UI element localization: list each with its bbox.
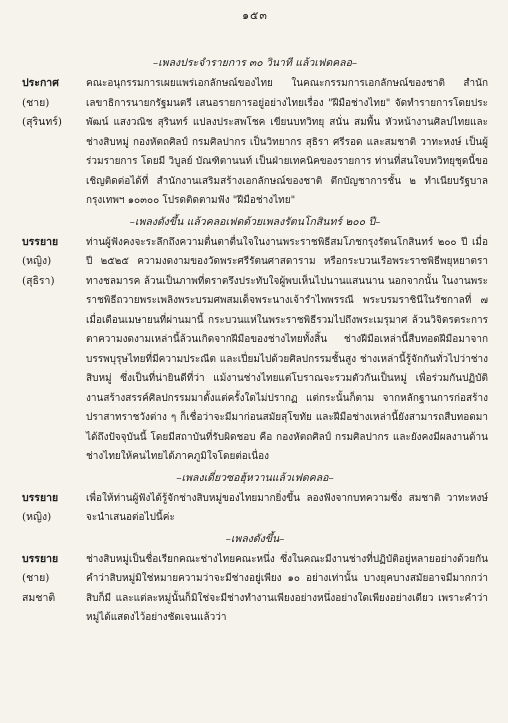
music-cue: –เพลงเดี่ยวซอฮุ้หวานแล้วเฟดคลอ– <box>176 471 334 484</box>
speaker-label <box>22 489 86 528</box>
paragraph: ท่านผู้ฟังคงจะระลึกถึงความตื่นตาตื่นใจในงานพระราชพิธีสมโภชกรุงรัตนโกสินทร์ ๒๐๐ ปี เมื่อปี ๒๕๒๕ ความงดงามของวัดพระศรีรัตนศาสดาราม หรือกระบวนเรือพระราชพิธีพยุหยาตราทางชลมารค ล้วนเป็นภาพที่ตราตรึงประทับใจผู้พบเห็นไปนานแสนนาน นอกจากนั้น ในงานพระราชพิธีถวายพระเพลิงพระบรมศพสมเด็จพระนางเจ้ารำไพพรรณี พระบรมราชินีในรัชกาลที่ ๗ เมื่อเดือนเมษายนที่ผ่านมานี้ กระบวนแห่ในพระราชพิธีรวมไปถึงพระเมรุมาศ ล้วนวิจิตรตระการตาความงดงามเหล่านี้ล้วนเกิดจากฝีมือของช่างไทยทั้งสิ้น ช่างฝีมือเหล่านี้สืบทอดฝีมือมาจากบรรพบุรุษไทยที่มีความประณีต และเปี่ยมไปด้วยศิลปกรรมชั้นสูง ช่างเหล่านี้รู้จักกันทั่วไปว่าช่างสิบหมู่ ซึ่งเป็นที่น่ายินดีที่ว่า แม้งานช่างไทยแต่โบราณจะรวมตัวกันเป็นหมู่ เพื่อร่วมกันปฏิบัติงานสร้างสรรค์ศิลปกรรมมาตั้งแต่ครั้งใดไม่ปรากฏ แต่กระนั้นก็ตาม จากหลักฐานการก่อสร้างปราสาทราชวังต่าง ๆ ก็เชื่อว่าจะมีมาก่อนสมัยสุโขทัย และฝีมือช่างเหล่านี้ยังสามารถสืบทอดมาได้ถึงปัจจุบันนี้ โดยมีสถาบันที่รับผิดชอบ คือ กองหัตถศิลป์ กรมศิลปากร และยังคงมีผลงานด้านช่างไทยให้คนไทยได้ภาคภูมิใจโดยต่อเนื่อง <box>86 236 488 462</box>
paragraph: คณะอนุกรรมการเผยแพร่เอกลักษณ์ของไทย ในคณะกรรมการเอกลักษณ์ของชาติ สำนักเลขาธิการนายกรัฐมนตรี เสนอรายการอยู่อย่างไทยเรื่อง "ฝีมือช่างไทย" จัดทำรายการโดยประพัฒน์ แสงวณิช สุรินทร์ แปลงประสพโชค เขียนบทวิทยุ สนั่น สมพื้น หัวหน้างานศิลปไทยและช่างสิบหมู่ กองหัตถศิลป์ กรมศิลปากร เป็นวิทยากร สุธิรา ศรีรอด และสมชาติ วาทะหงษ์ เป็นผู้ร่วมรายการ โดยมี วิบูลย์ บัณฑิตานนท์ เป็นฝ่ายเทคนิคของรายการ ท่านที่สนใจบทวิทยุชุดนี้ขอเชิญติดต่อได้ที่ สำนักงานเสริมสร้างเอกลักษณ์ของชาติ ตึกบัญชาการชั้น ๒ ทำเนียบรัฐบาล กรุงเทพฯ ๑๐๓๐๐ โปรดติดตามฟัง "ฝีมือช่างไทย" <box>86 78 488 206</box>
speaker-role: ประกาศ <box>22 77 59 89</box>
script-text <box>86 233 488 467</box>
speaker-name: สมชาติ <box>22 591 56 604</box>
speaker-role: บรรยาย <box>22 235 59 248</box>
speaker-name: (หญิง) <box>22 255 52 267</box>
music-cue: –เพลงดังขึ้น– <box>225 532 285 545</box>
speaker-role: บรรยาย <box>22 552 59 565</box>
script-segment <box>22 74 488 211</box>
music-cue: –เพลงดังขึ้น แล้วคลอเฟดด้วยเพลงรัตนโกสินทร์ ๒๐๐ ปี– <box>129 215 381 228</box>
speaker-name: (สุธิรา) <box>22 274 55 287</box>
paragraph: ช่างสิบหมู่เป็นชื่อเรียกคณะช่างไทยคณะหนึ่ง ซึ่งในคณะมีงานช่างที่ปฏิบัติอยู่หลายอย่างด้วยกัน คำว่าสิบหมู่มิใช่หมายความว่าจะมีช่างอยู่เพียง ๑๐ อย่างเท่านั้น บางยุคบางสมัยอาจมีมากกว่าสิบก็มี และแต่ละหมู่นั้นก็มิใช่จะมีช่างทำงานเพียงอย่างหนึ่งอย่างใดเพียงอย่างเดียว เพราะคำว่าหมู่ได้แสดงไว้อย่างชัดเจนแล้วว่า <box>86 553 488 623</box>
music-cue: –เพลงประจำรายการ ๓๐ วินาที แล้วเฟดคลอ– <box>152 57 358 69</box>
script-text <box>86 489 488 528</box>
speaker-name: (ชาย) <box>22 572 50 584</box>
speaker-name: (หญิง) <box>22 511 52 523</box>
script-segment <box>22 233 488 467</box>
speaker-name: (ชาย) <box>22 96 50 109</box>
speaker-label <box>22 233 86 292</box>
speaker-role: บรรยาย <box>22 491 59 504</box>
paragraph: เพื่อให้ท่านผู้ฟังได้รู้จักช่างสิบหมู่ของไทยมากยิ่งขึ้น ลองฟังจากบทความซึ่ง สมชาติ วาทะหงษ์ จะนำเสนอต่อไปนี้ค่ะ <box>86 492 488 523</box>
script-text <box>86 74 488 211</box>
speaker-label <box>22 74 86 133</box>
script-text <box>86 550 488 628</box>
script-body <box>22 54 488 628</box>
speaker-name: (สุรินทร์) <box>22 116 62 128</box>
page-number: ๑๕๓ <box>242 9 268 22</box>
script-segment <box>22 489 488 528</box>
script-segment <box>22 550 488 628</box>
speaker-label <box>22 550 86 609</box>
